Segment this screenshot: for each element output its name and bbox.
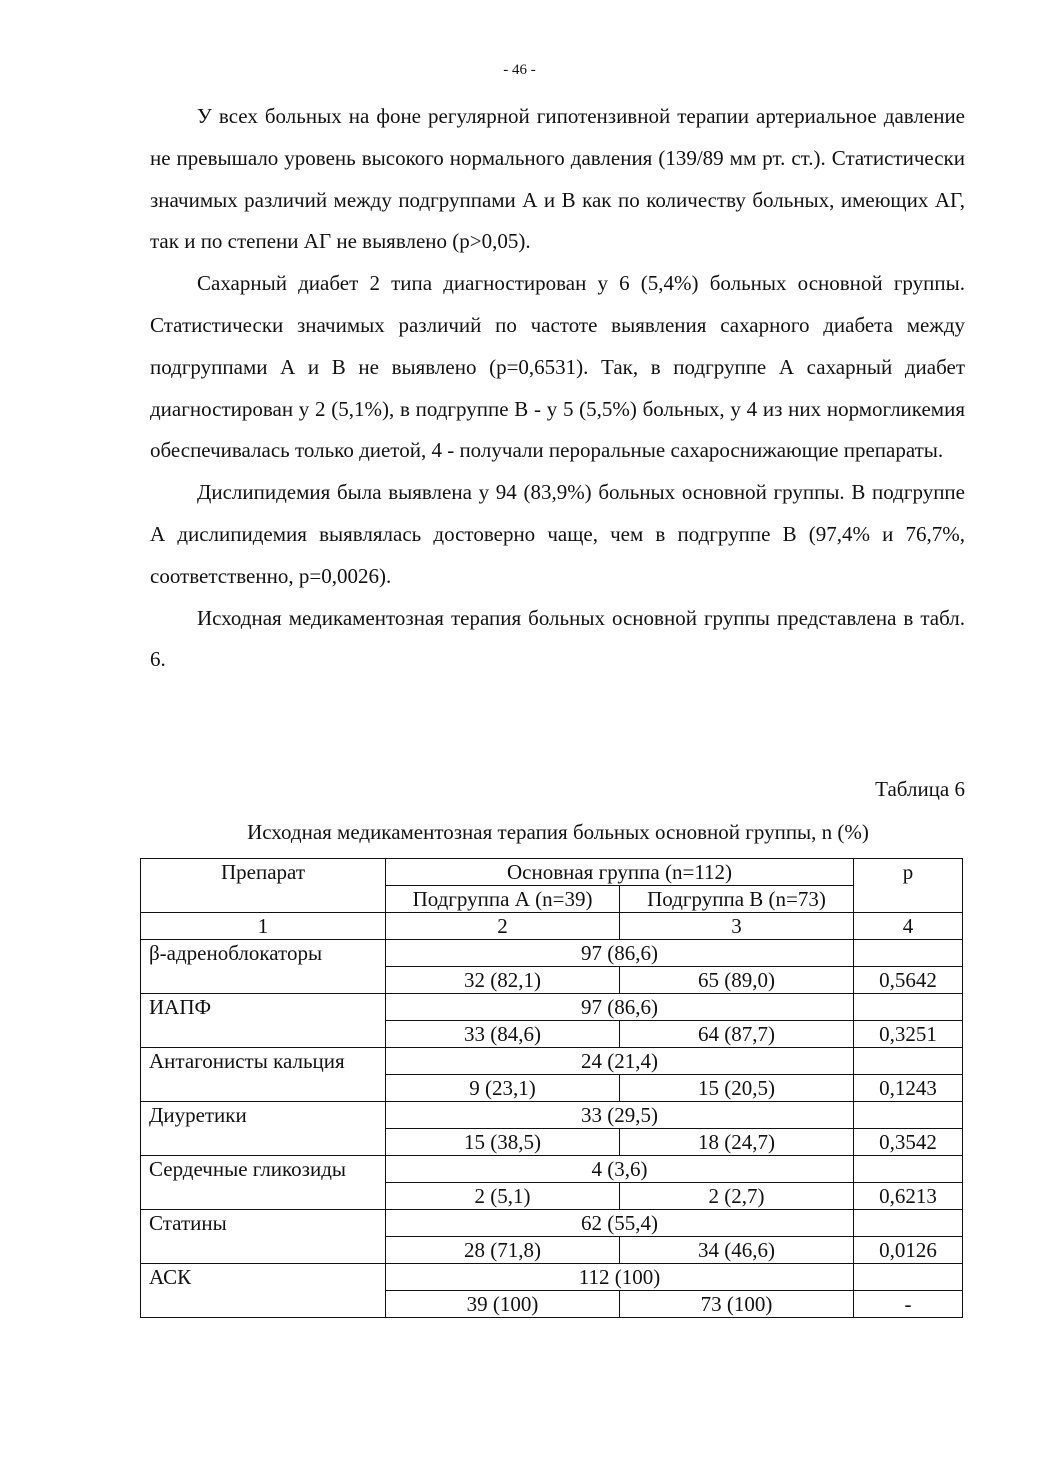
p-empty-cell xyxy=(854,1156,963,1183)
column-number: 1 xyxy=(141,913,386,940)
header-subgroup-b: Подгруппа В (n=73) xyxy=(620,886,854,913)
page-number: - 46 - xyxy=(503,62,536,78)
subgroup-b-value: 73 (100) xyxy=(620,1291,854,1318)
subgroup-b-value: 64 (87,7) xyxy=(620,1021,854,1048)
header-drug: Препарат xyxy=(141,859,386,913)
subgroup-a-value: 28 (71,8) xyxy=(386,1237,620,1264)
main-group-value: 112 (100) xyxy=(386,1264,854,1291)
p-value: 0,6213 xyxy=(854,1183,963,1210)
medication-table xyxy=(140,858,963,1318)
subgroup-b-value: 15 (20,5) xyxy=(620,1075,854,1102)
table-row xyxy=(141,940,963,967)
main-group-value: 62 (55,4) xyxy=(386,1210,854,1237)
p-value: 0,0126 xyxy=(854,1237,963,1264)
p-empty-cell xyxy=(854,1264,963,1291)
p-empty-cell xyxy=(854,1102,963,1129)
subgroup-a-value: 2 (5,1) xyxy=(386,1183,620,1210)
header-subgroup-a: Подгруппа А (n=39) xyxy=(386,886,620,913)
paragraph-dyslipidemia: Дислипидемия была выявлена у 94 (83,9%) больных основной группы. В подгруппе А дислипидемия выявлялась достоверно чаще, чем в подгруппе В (97,4% и 76,7%, соответственно, р=0,0026). xyxy=(150,480,965,588)
drug-name: Диуретики xyxy=(141,1102,386,1156)
table-body xyxy=(141,940,963,1318)
drug-name: β-адреноблокаторы xyxy=(141,940,386,994)
subgroup-a-value: 9 (23,1) xyxy=(386,1075,620,1102)
main-group-value: 4 (3,6) xyxy=(386,1156,854,1183)
subgroup-b-value: 2 (2,7) xyxy=(620,1183,854,1210)
drug-name: Сердечные гликозиды xyxy=(141,1156,386,1210)
p-value: - xyxy=(854,1291,963,1318)
paragraph-diabetes: Сахарный диабет 2 типа диагностирован у 6 (5,4%) больных основной группы. Статистически значимых различий по частоте выявления сахарного диабета между подгруппами А и В не выявлено (р=0,6531). Так, в подгруппе А сахарный диабет диагностирован у 2 (5,1%), в подгруппе В - у 5 (5,5%) больных, у 4 из них нормогликемия обеспечивалась только диетой, 4 - получали пероральные сахароснижающие препараты. xyxy=(150,271,965,463)
p-value: 0,1243 xyxy=(854,1075,963,1102)
subgroup-a-value: 39 (100) xyxy=(386,1291,620,1318)
main-group-value: 24 (21,4) xyxy=(386,1048,854,1075)
paragraph-therapy-intro: Исходная медикаментозная терапия больных основной группы представлена в табл. 6. xyxy=(150,605,965,672)
table-row xyxy=(141,1102,963,1129)
table-row xyxy=(141,1048,963,1075)
p-empty-cell xyxy=(854,940,963,967)
body-text xyxy=(150,96,965,681)
subgroup-b-value: 18 (24,7) xyxy=(620,1129,854,1156)
main-group-value: 97 (86,6) xyxy=(386,940,854,967)
p-value: 0,3251 xyxy=(854,1021,963,1048)
table-row xyxy=(141,1210,963,1237)
header-p: р xyxy=(854,859,963,913)
subgroup-a-value: 33 (84,6) xyxy=(386,1021,620,1048)
column-number: 2 xyxy=(386,913,620,940)
column-number: 4 xyxy=(854,913,963,940)
subgroup-a-value: 32 (82,1) xyxy=(386,967,620,994)
paragraph-hypertension: У всех больных на фоне регулярной гипотензивной терапии артериальное давление не превышало уровень высокого нормального давления (139/89 мм рт. ст.). Статистически значимых различий между подгруппами А и В как по количеству больных, имеющих АГ, так и по степени АГ не выявлено (р>0,05). xyxy=(150,104,965,254)
column-number-row xyxy=(141,913,963,940)
drug-name: АСК xyxy=(141,1264,386,1318)
drug-name: Статины xyxy=(141,1210,386,1264)
subgroup-b-value: 34 (46,6) xyxy=(620,1237,854,1264)
drug-name: ИАПФ xyxy=(141,994,386,1048)
header-main-group: Основная группа (n=112) xyxy=(386,859,854,886)
p-value: 0,3542 xyxy=(854,1129,963,1156)
table-row xyxy=(141,994,963,1021)
column-number: 3 xyxy=(620,913,854,940)
p-value: 0,5642 xyxy=(854,967,963,994)
table-header-row xyxy=(141,859,963,886)
main-group-value: 97 (86,6) xyxy=(386,994,854,1021)
table-row xyxy=(141,1156,963,1183)
drug-name: Антагонисты кальция xyxy=(141,1048,386,1102)
table-row xyxy=(141,1264,963,1291)
main-group-value: 33 (29,5) xyxy=(386,1102,854,1129)
p-empty-cell xyxy=(854,1210,963,1237)
p-empty-cell xyxy=(854,994,963,1021)
p-empty-cell xyxy=(854,1048,963,1075)
subgroup-a-value: 15 (38,5) xyxy=(386,1129,620,1156)
subgroup-b-value: 65 (89,0) xyxy=(620,967,854,994)
table-label: Таблица 6 xyxy=(875,777,965,801)
table-caption: Исходная медикаментозная терапия больных основной группы, n (%) xyxy=(247,820,869,844)
